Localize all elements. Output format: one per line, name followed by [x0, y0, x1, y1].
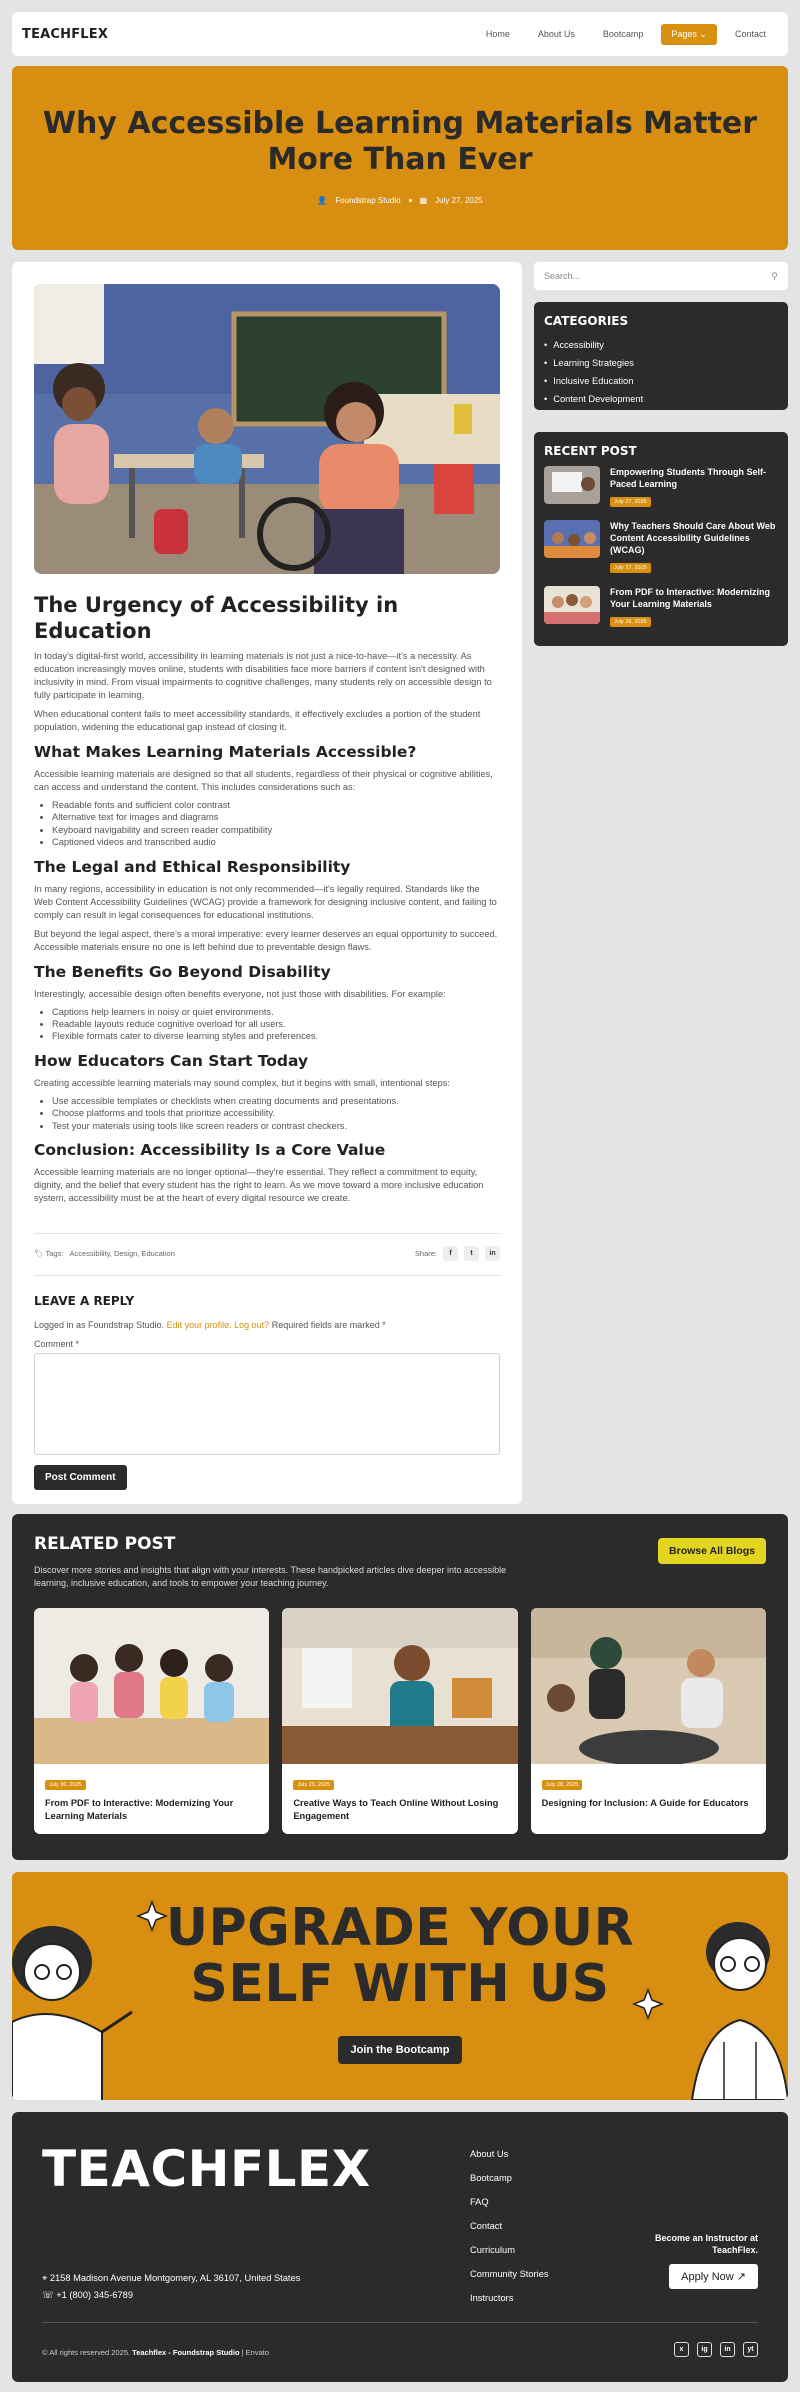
recent-post-date: July 27, 2025: [610, 563, 651, 573]
recent-post-date: July 26, 2025: [610, 617, 651, 627]
card-image: [34, 1608, 269, 1764]
footer-logo[interactable]: TEACHFLEX: [42, 2140, 371, 2198]
footer-link[interactable]: Community Stories: [470, 2269, 549, 2279]
recent-thumb: [544, 586, 600, 624]
categories-title: CATEGORIES: [544, 314, 629, 328]
section-heading: How Educators Can Start Today: [34, 1051, 309, 1070]
search-icon[interactable]: ⚲: [771, 270, 778, 281]
card-title[interactable]: From PDF to Interactive: Modernizing Your Learning Materials: [45, 1798, 234, 1821]
card-date: July 30, 2025: [45, 1780, 86, 1790]
instructor-callout: [655, 2232, 758, 2256]
logged-in-notice: [34, 1320, 500, 1330]
cta-banner: [12, 1872, 788, 2100]
cta-line-1: UPGRADE YOUR: [165, 1898, 635, 1958]
linkedin-icon[interactable]: in: [720, 2342, 735, 2357]
nav-pages[interactable]: Pages ⌄: [661, 24, 717, 45]
tags-list[interactable]: Accessibility, Design, Education: [69, 1249, 175, 1259]
categories-widget: [534, 302, 788, 410]
section-heading: The Legal and Ethical Responsibility: [34, 857, 351, 876]
category-link[interactable]: • Content Development: [544, 390, 778, 408]
related-card[interactable]: [34, 1608, 269, 1834]
top-navbar: [12, 12, 788, 56]
recent-post-title[interactable]: Empowering Students Through Self-Paced Learning: [610, 467, 766, 489]
reply-heading: LEAVE A REPLY: [34, 1294, 135, 1309]
cta-heading: [12, 1900, 788, 2012]
post-author[interactable]: Foundstrap Studio: [335, 196, 401, 205]
footer-link[interactable]: Contact: [470, 2221, 503, 2231]
paragraph: In many regions, accessibility in education is not only recommended—it's legally required. Standards like the Web Content Accessibility Guidelines (WCAG) provide a framework for designing inclusive content, and failing to comply can result in legal consequences for educational institutions.: [34, 883, 497, 920]
instructor-line-1: Become an Instructor at: [654, 2233, 758, 2243]
location-icon: ⌖: [42, 2273, 48, 2283]
footer-divider: [42, 2322, 758, 2323]
footer-link[interactable]: About Us: [470, 2149, 509, 2159]
browse-all-blogs-button[interactable]: Browse All Blogs: [658, 1538, 766, 1564]
footer-link[interactable]: Curriculum: [470, 2245, 515, 2255]
related-description: Discover more stories and insights that align with your interests. These handpicked articles dive deeper into accessible learning, inclusive education, and tools to empower your teaching journey.: [34, 1565, 507, 1588]
footer-phone[interactable]: +1 (800) 345-6789: [56, 2290, 133, 2300]
card-image: [531, 1608, 766, 1764]
copyright-prefix: © All rights reserved 2025.: [42, 2348, 131, 2357]
paragraph: Accessible learning materials are designed so that all students, regardless of their physical or cognitive abilities, can access and understand the content. This includes considerations such as:: [34, 769, 493, 792]
footer-contact: [42, 2270, 300, 2304]
copyright-brand: Teachflex - Foundstrap Studio: [132, 2348, 240, 2357]
facebook-icon[interactable]: f: [443, 1246, 458, 1261]
recent-posts-widget: [534, 432, 788, 646]
nav-home[interactable]: Home: [485, 29, 510, 39]
related-posts-section: [12, 1514, 788, 1860]
hero-banner: [12, 66, 788, 250]
share-buttons: [415, 1246, 500, 1261]
post-comment-button[interactable]: Post Comment: [34, 1465, 127, 1490]
list-item: • Alternative text for images and diagrams: [52, 811, 500, 823]
section-heading: The Urgency of Accessibility in Education: [34, 593, 399, 643]
card-title[interactable]: Creative Ways to Teach Online Without Losing Engagement: [293, 1798, 499, 1821]
linkedin-icon[interactable]: in: [485, 1246, 500, 1261]
page-title: Why Accessible Learning Materials Matter More Than Ever: [42, 106, 758, 177]
phone-icon: ☏: [42, 2290, 54, 2300]
share-label: Share:: [414, 1249, 437, 1259]
related-card[interactable]: [282, 1608, 517, 1834]
paragraph: Accessible learning materials are no longer optional—they're essential. They reflect a commitment to equity, dignity, and the belief that every student has the right to learn. As we move toward a more inclusive education system, accessibility must be at the heart of every digital resource we create.: [34, 1167, 484, 1204]
instructor-line-2: TeachFlex.: [712, 2245, 758, 2255]
search-input[interactable]: Search...: [544, 271, 581, 281]
footer-link[interactable]: FAQ: [470, 2197, 489, 2207]
x-icon[interactable]: x: [674, 2342, 689, 2357]
footer-address: 2158 Madison Avenue Montgomery, AL 36107, United States: [49, 2273, 301, 2283]
post-date: July 27, 2025: [435, 196, 483, 205]
bullet-list: [52, 799, 500, 849]
copyright: [42, 2348, 269, 2357]
calendar-icon: ▦: [419, 196, 428, 205]
tags-label: Tags:: [45, 1249, 64, 1259]
recent-post-title[interactable]: Why Teachers Should Care About Web Content Accessibility Guidelines (WCAG): [610, 521, 776, 555]
list-item: • Readable layouts reduce cognitive overload for all users.: [52, 1018, 500, 1030]
list-item: • Flexible formats cater to diverse learning styles and preferences.: [52, 1030, 500, 1042]
logged-in-text: Logged in as Foundstrap Studio.: [34, 1320, 165, 1331]
cta-line-2: SELF WITH US: [190, 1954, 610, 2014]
list-item: • Readable fonts and sufficient color contrast: [52, 799, 500, 811]
article-card: [12, 262, 522, 1504]
site-logo[interactable]: TEACHFLEX: [22, 26, 109, 42]
paragraph: In today's digital-first world, accessibility in learning materials is not just a nice-to-have—it's a necessity. As education increasingly moves online, students with disabilities face more barriers if content isn't designed with inclusivity in mind. From visual impairments to cognitive challenges, many students rely on accessible design to fully participate in learning.: [34, 651, 492, 700]
category-link[interactable]: • Inclusive Education: [544, 372, 778, 390]
related-title: RELATED POST: [34, 1534, 176, 1554]
comment-textarea[interactable]: [34, 1353, 500, 1455]
section-heading: What Makes Learning Materials Accessible?: [34, 743, 417, 761]
classroom-illustration: [34, 284, 500, 574]
footer-link[interactable]: Instructors: [470, 2293, 514, 2303]
bullet-list: [52, 1095, 500, 1132]
list-item: • Captions help learners in noisy or quiet environments.: [52, 1006, 500, 1018]
apply-now-button[interactable]: Apply Now ↗: [669, 2264, 758, 2289]
youtube-icon[interactable]: yt: [743, 2342, 758, 2357]
post-meta: [12, 196, 788, 205]
edit-profile-link[interactable]: Edit your profile.: [166, 1320, 232, 1331]
nav-about-us[interactable]: About Us: [537, 29, 575, 39]
search-box[interactable]: [534, 262, 788, 290]
recent-post-item[interactable]: [544, 520, 778, 574]
card-image: [282, 1608, 517, 1764]
footer-link[interactable]: Bootcamp: [470, 2173, 512, 2183]
list-item: • Test your materials using tools like screen readers or contrast checkers.: [52, 1120, 500, 1132]
required-note: Required fields are marked *: [271, 1320, 386, 1331]
nav-contact[interactable]: Contact: [734, 29, 766, 39]
recent-post-date: July 27, 2025: [610, 497, 651, 507]
recent-thumb: [544, 466, 600, 504]
list-item: • Choose platforms and tools that prioritize accessibility.: [52, 1107, 500, 1119]
site-footer: [12, 2112, 788, 2382]
main-menu: [476, 24, 776, 45]
footer-socials: [674, 2342, 758, 2357]
post-tags: [34, 1249, 175, 1258]
section-heading: Conclusion: Accessibility Is a Core Value: [34, 1141, 386, 1160]
card-date: July 28, 2025: [542, 1780, 583, 1790]
join-bootcamp-button[interactable]: Join the Bootcamp: [338, 2036, 461, 2064]
paragraph: Interestingly, accessible design often benefits everyone, not just those with disabilities. For example:: [34, 988, 446, 999]
comment-label: Comment *: [34, 1339, 80, 1350]
logout-link[interactable]: Log out?: [234, 1320, 270, 1331]
bullet-list: [52, 1006, 500, 1043]
recent-post-title[interactable]: From PDF to Interactive: Modernizing Your Learning Materials: [610, 587, 771, 609]
recent-title: RECENT POST: [544, 444, 637, 458]
recent-post-item[interactable]: [544, 586, 778, 628]
category-link[interactable]: • Learning Strategies: [544, 354, 778, 372]
card-date: July 29, 2025: [293, 1780, 334, 1790]
card-title[interactable]: Designing for Inclusion: A Guide for Educators: [541, 1798, 749, 1808]
user-icon: 👤: [317, 196, 328, 205]
tags-share-row: [34, 1233, 500, 1276]
instagram-icon[interactable]: ig: [697, 2342, 712, 2357]
featured-image: [34, 284, 500, 574]
paragraph: Creating accessible learning materials may sound complex, but it begins with small, intentional steps:: [34, 1077, 450, 1088]
meta-separator: [409, 199, 412, 202]
footer-links: [470, 2142, 549, 2310]
copyright-suffix: | Envato: [241, 2348, 270, 2357]
list-item: • Captioned videos and transcribed audio: [52, 836, 500, 848]
category-link[interactable]: • Accessibility: [544, 336, 778, 354]
related-cards: [34, 1608, 766, 1834]
paragraph: But beyond the legal aspect, there's a moral imperative: every learner deserves an equal opportunity to succeed. Accessible materials ensure no one is left behind due to preventable design flaws.: [34, 928, 498, 952]
section-heading: The Benefits Go Beyond Disability: [34, 962, 331, 981]
nav-bootcamp[interactable]: Bootcamp: [602, 29, 644, 39]
list-item: • Use accessible templates or checklists when creating documents and presentations.: [52, 1095, 500, 1107]
tag-icon: 🏷: [34, 1249, 44, 1259]
twitter-icon[interactable]: t: [464, 1246, 479, 1261]
paragraph: When educational content fails to meet accessibility standards, it effectively excludes a portion of the student population, widening the educational gap instead of closing it.: [34, 709, 481, 732]
recent-thumb: [544, 520, 600, 558]
recent-post-item[interactable]: [544, 466, 778, 508]
list-item: • Keyboard navigability and screen reader compatibility: [52, 824, 500, 836]
related-card[interactable]: [531, 1608, 766, 1834]
